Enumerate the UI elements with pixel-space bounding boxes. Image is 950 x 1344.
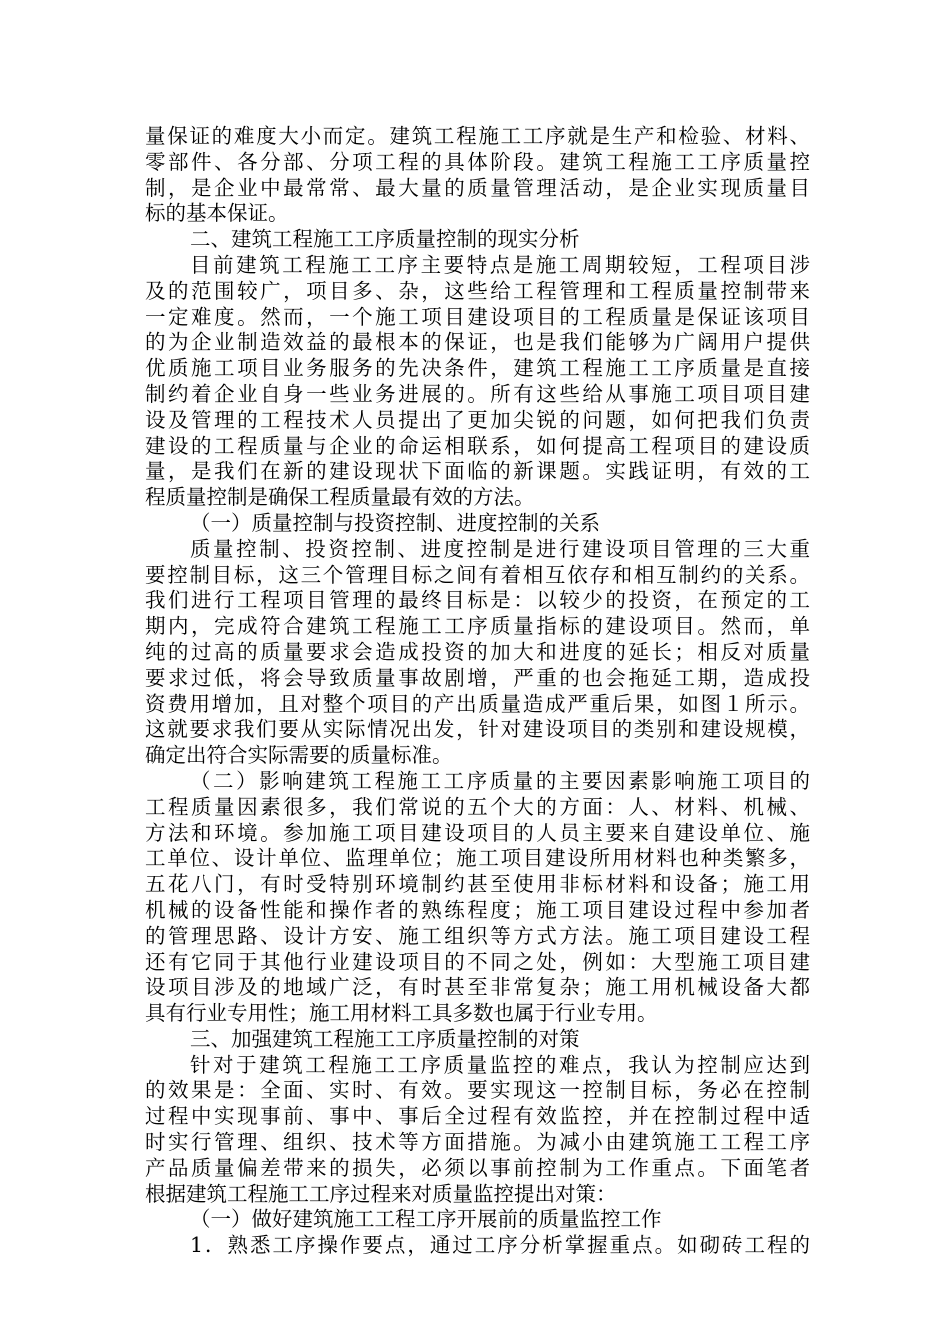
text-line: 建设的工程质量与企业的命运相联系，如何提高工程项目的建设质: [145, 433, 810, 458]
text-line: 目前建筑工程施工工序主要特点是施工周期较短，工程项目涉: [190, 252, 810, 277]
text-line: 这就要求我们要从实际情况出发，针对建设项目的类别和建设规模，: [145, 717, 810, 742]
section-heading: 二、建筑工程施工工序质量控制的现实分析: [190, 227, 580, 252]
text-line: 过程中实现事前、事中、事后全过程有效监控，并在控制过程中适: [145, 1104, 810, 1129]
text-line: 及的范围较广，项目多、杂，这些给工程管理和工程质量控制带来: [145, 278, 810, 303]
text-line: 的管理思路、设计方安、施工组织等方式方法。施工项目建设工程: [145, 923, 810, 948]
text-line: 设及管理的工程技术人员提出了更加尖锐的问题，如何把我们负责: [145, 407, 810, 432]
subsection-heading: （一）做好建筑施工工程工序开展前的质量监控工作: [190, 1207, 662, 1232]
subsection-heading: （一）质量控制与投资控制、进度控制的关系: [190, 510, 600, 535]
text-line: 确定出符合实际需要的质量标准。: [145, 743, 453, 768]
text-line: 一定难度。然而，一个施工项目建设项目的工程质量是保证该项目: [145, 304, 810, 329]
text-line: 制约着企业自身一些业务进展的。所有这些给从事施工项目项目建: [145, 381, 810, 406]
text-line: 优质施工项目业务服务的先决条件，建筑工程施工工序质量是直接: [145, 356, 810, 381]
section-heading: 三、加强建筑工程施工工序质量控制的对策: [190, 1026, 580, 1051]
text-line: 要求过低，将会导致质量事故剧增，严重的也会拖延工期，造成投: [145, 665, 810, 690]
text-line: 要控制目标，这三个管理目标之间有着相互依存和相互制约的关系。: [145, 562, 810, 587]
text-line: 针对于建筑工程施工工序质量监控的难点，我认为控制应达到: [190, 1052, 810, 1077]
text-line: 1．熟悉工序操作要点，通过工序分析掌握重点。如砌砖工程的: [190, 1233, 810, 1258]
text-line: 具有行业专用性；施工用材料工具多数也属于行业专用。: [145, 1001, 658, 1026]
text-line: 机械的设备性能和操作者的熟练程度；施工项目建设过程中参加者: [145, 897, 810, 922]
text-line: 的效果是：全面、实时、有效。要实现这一控制目标，务必在控制: [145, 1078, 810, 1103]
text-line: 还有它同于其他行业建设项目的不同之处，例如：大型施工项目建: [145, 949, 810, 974]
text-line: 纯的过高的质量要求会造成投资的加大和进度的延长；相反对质量: [145, 639, 810, 664]
text-line: 标的基本保证。: [145, 201, 289, 226]
text-line: 资费用增加，且对整个项目的产出质量造成严重后果，如图１所示。: [145, 691, 810, 716]
text-line: 的为企业制造效益的最根本的保证，也是我们能够为广阔用户提供: [145, 330, 810, 355]
text-line: 五花八门，有时受特别环境制约甚至使用非标材料和设备；施工用: [145, 872, 810, 897]
text-line: 设项目涉及的地域广泛，有时甚至非常复杂；施工用机械设备大都: [145, 975, 810, 1000]
text-line: 量保证的难度大小而定。建筑工程施工工序就是生产和检验、材料、: [145, 124, 810, 148]
text-line: 制，是企业中最常常、最大量的质量管理活动，是企业实现质量目: [145, 175, 810, 200]
text-line: 质量控制、投资控制、进度控制是进行建设项目管理的三大重: [190, 536, 810, 561]
text-line: 量，是我们在新的建设现状下面临的新课题。实践证明，有效的工: [145, 459, 810, 484]
text-line: 我们进行工程项目管理的最终目标是：以较少的投资，在预定的工: [145, 588, 810, 613]
body-text: [145, 124, 810, 1259]
text-line: 程质量控制是确保工程质量最有效的方法。: [145, 485, 535, 510]
text-line: 根据建筑工程施工工序过程来对质量监控提出对策：: [145, 1181, 617, 1206]
text-line: 方法和环境。参加施工项目建设项目的人员主要来自建设单位、施: [145, 820, 810, 845]
text-line: 期内，完成符合建筑工程施工工序质量指标的建设项目。然而，单: [145, 614, 810, 639]
text-line: 产品质量偏差带来的损失，必须以事前控制为工作重点。下面笔者: [145, 1155, 810, 1180]
text-line: 零部件、各分部、分项工程的具体阶段。建筑工程施工工序质量控: [145, 149, 810, 174]
text-line: 工单位、设计单位、监理单位；施工项目建设所用材料也种类繁多，: [145, 846, 810, 871]
text-line: 工程质量因素很多，我们常说的五个大的方面：人、材料、机械、: [145, 794, 810, 819]
subsection-heading: （二）影响建筑工程施工工序质量的主要因素影响施工项目的: [190, 768, 810, 793]
text-line: 时实行管理、组织、技术等方面措施。为减小由建筑施工工程工序: [145, 1130, 810, 1155]
